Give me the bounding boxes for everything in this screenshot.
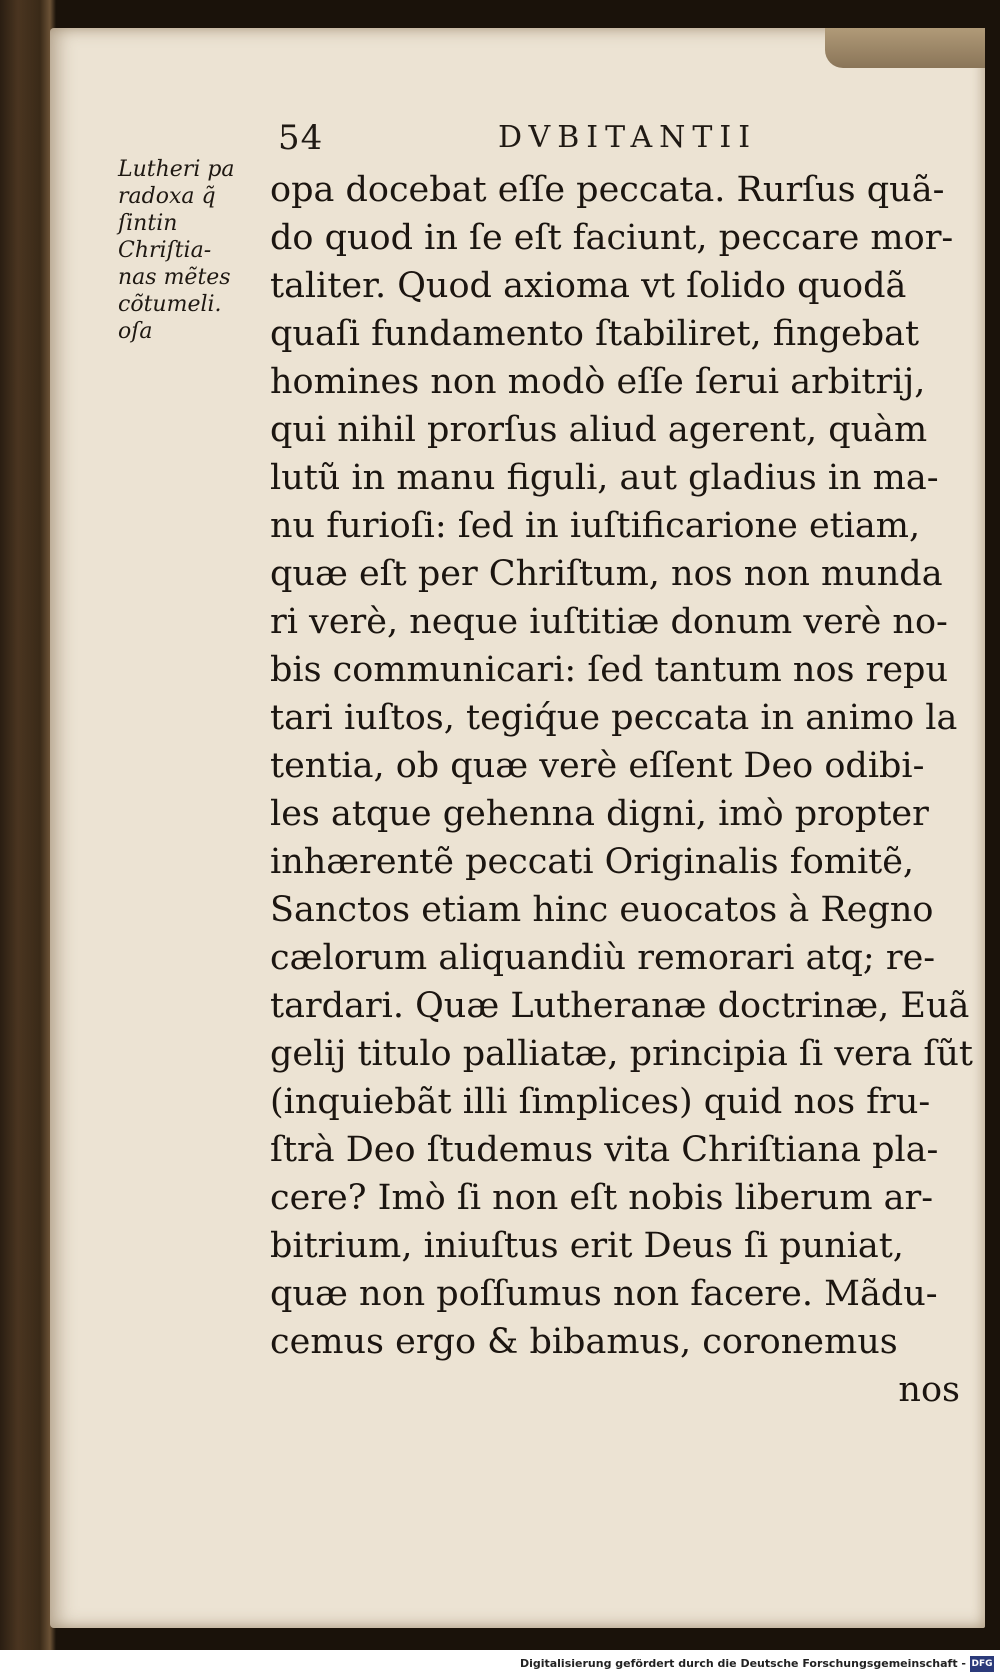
margin-note-line: Chriſtia-	[118, 238, 212, 263]
text-line: qui nihil prorſus aliud agerent, quàm	[270, 410, 928, 450]
text-line: (inquiebãt illi ſimplices) quid nos fru-	[270, 1082, 931, 1122]
margin-note-line: Lutheri pa	[118, 157, 235, 182]
text-line: bis communicari: ſed tantum nos repu	[270, 650, 949, 690]
text-line: ri verè, neque iuſtitiæ donum verè no-	[270, 602, 948, 642]
text-line: Sanctos etiam hinc euocatos à Regno	[270, 890, 934, 930]
text-line: quaſi fundamento ſtabiliret, fingebat	[270, 314, 920, 354]
text-line: taliter. Quod axioma vt ſolido quodã	[270, 266, 907, 306]
text-line: cere? Imò ſi non eſt nobis liberum ar-	[270, 1178, 934, 1218]
footer-bar	[0, 1650, 1000, 1680]
running-head: DVBITANTII	[498, 120, 758, 155]
text-line: quæ non poſſumus non facere. Mãdu-	[270, 1274, 938, 1314]
text-line: bitrium, iniuſtus erit Deus ſi puniat,	[270, 1226, 904, 1266]
page-corner	[825, 28, 985, 68]
text-line: do quod in ſe eſt faciunt, peccare mor-	[270, 218, 954, 258]
text-line: quæ eſt per Chriſtum, nos non munda	[270, 554, 943, 594]
margin-note-line: radoxa q̃	[118, 184, 216, 209]
text-line: tardari. Quæ Lutheranæ doctrinæ, Euã	[270, 986, 970, 1026]
text-line: tentia, ob quæ verè eſſent Deo odibi-	[270, 746, 925, 786]
text-line: tari iuſtos, tegiq́ue peccata in animo la	[270, 698, 958, 738]
margin-note-line: cõtumeli.	[118, 292, 222, 317]
text-line: gelij titulo palliatæ, principia ſi vera ſũt	[270, 1034, 973, 1074]
margin-note-line: nas mẽtes	[118, 265, 231, 290]
margin-note-line: ſintin	[118, 211, 178, 236]
page-number: 54	[278, 118, 324, 158]
margin-note	[118, 156, 268, 345]
body-text	[270, 166, 973, 1414]
text-line: les atque gehenna digni, imò propter	[270, 794, 929, 834]
text-line: opa docebat eſſe peccata. Rurſus quã-	[270, 170, 945, 210]
text-line: lutũ in manu figuli, aut gladius in ma-	[270, 458, 939, 498]
text-line: ſtrà Deo ſtudemus vita Chriſtiana pla-	[270, 1130, 939, 1170]
funding-credit: Digitalisierung gefördert durch die Deutsche Forschungsgemeinschaft -	[519, 1657, 966, 1670]
text-line: homines non modò eſſe ſerui arbitrij,	[270, 362, 926, 402]
text-line: cemus ergo & bibamus, coronemus	[270, 1322, 898, 1362]
margin-note-line: oſa	[118, 319, 153, 344]
dfg-logo-icon: DFG	[970, 1656, 994, 1672]
text-line: cælorum aliquandiù remorari atq; re-	[270, 938, 936, 978]
catchword: nos	[898, 1370, 960, 1410]
text-line: inhærentẽ peccati Originalis fomitẽ,	[270, 842, 915, 882]
text-line: nu furioſi: ſed in iuſtificarione etiam,	[270, 506, 921, 546]
